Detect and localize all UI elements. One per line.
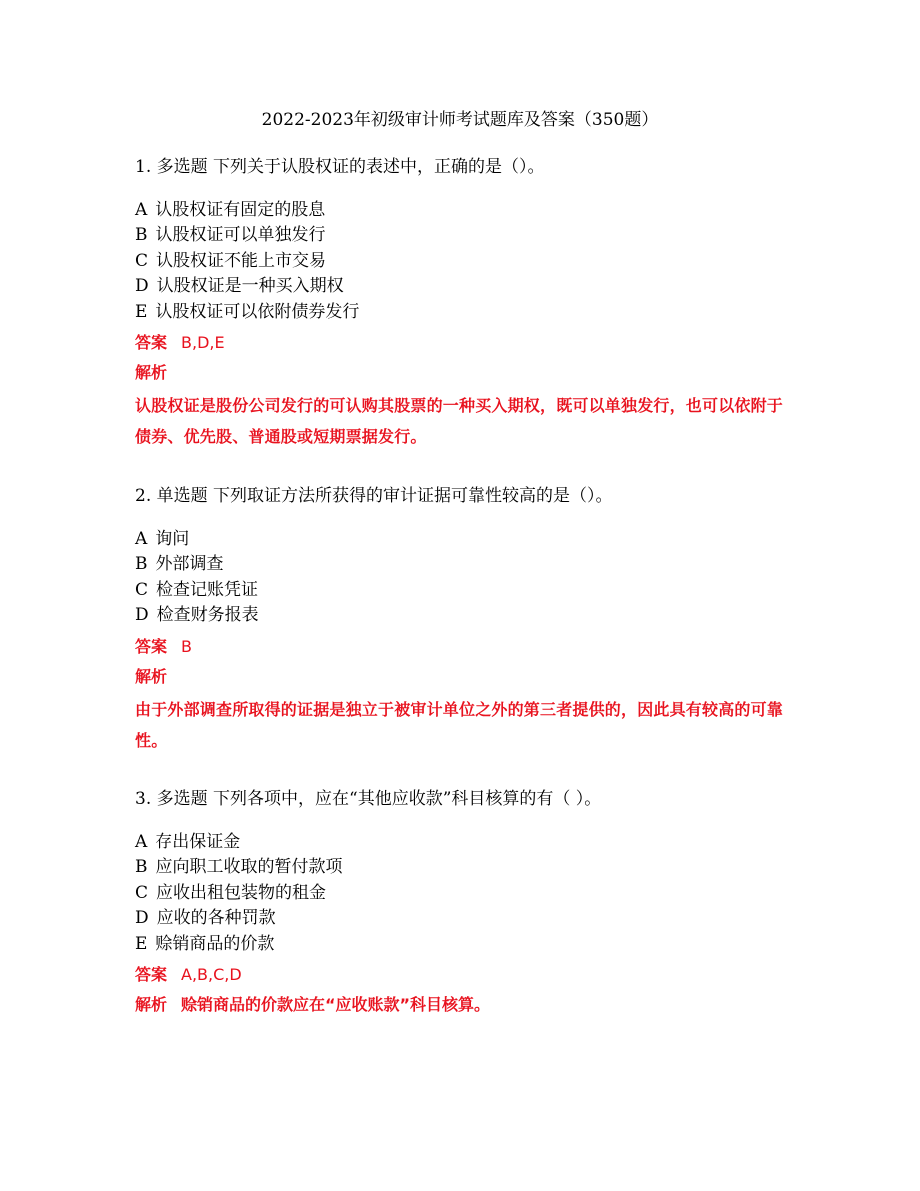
option-list xyxy=(135,198,795,325)
analysis-label: 解析 xyxy=(135,363,168,383)
analysis-label: 解析 xyxy=(135,666,168,686)
option-list xyxy=(135,830,795,957)
option-a: A 存出保证金 xyxy=(135,832,241,852)
option-d: D 检查财务报表 xyxy=(135,605,259,626)
answer-line xyxy=(135,962,795,988)
question-2 xyxy=(135,484,795,756)
option-c: C 认股权证不能上市交易 xyxy=(135,250,327,271)
question-3 xyxy=(135,787,795,1018)
option-d: D 认股权证是一种买入期权 xyxy=(135,276,344,297)
option-b: B 外部调查 xyxy=(135,554,224,575)
analysis-label: 解析 xyxy=(135,995,168,1015)
option-b: B 应向职工收取的暂付款项 xyxy=(135,857,343,878)
analysis-text: 由于外部调查所取得的证据是独立于被审计单位之外的第三者提供的，因此具有较高的可靠性。 xyxy=(135,699,784,750)
question-stem: 3. 多选题 下列各项中，应在“其他应收款”科目核算的有（ ）。 xyxy=(135,789,602,809)
document-title: 2022-2023年初级审计师考试题库及答案（350题） xyxy=(261,110,659,130)
question-stem: 1. 多选题 下列关于认股权证的表述中，正确的是（）。 xyxy=(135,157,545,177)
answer-value: A,B,C,D xyxy=(181,965,242,985)
option-list xyxy=(135,527,795,629)
option-d: D 应收的各种罚款 xyxy=(135,908,276,929)
option-e: E 赊销商品的价款 xyxy=(135,933,275,954)
answer-line xyxy=(135,634,795,660)
option-e: E 认股权证可以依附债券发行 xyxy=(135,301,360,322)
answer-label: 答案 xyxy=(135,965,168,985)
analysis-line xyxy=(135,992,795,1018)
option-c: C 应收出租包装物的租金 xyxy=(135,882,327,903)
analysis-text: 认股权证是股份公司发行的可认购其股票的一种买入期权，既可以单独发行，也可以依附于债券、优先股、普通股或短期票据发行。 xyxy=(135,396,784,447)
question-stem: 2. 单选题 下列取证方法所获得的审计证据可靠性较高的是（）。 xyxy=(135,486,613,506)
answer-value: B,D,E xyxy=(181,333,225,353)
option-a: A 认股权证有固定的股息 xyxy=(135,200,326,220)
option-a: A 询问 xyxy=(135,529,190,549)
option-b: B 认股权证可以单独发行 xyxy=(135,225,326,246)
answer-label: 答案 xyxy=(135,333,168,353)
answer-label: 答案 xyxy=(135,636,168,656)
answer-line xyxy=(135,330,795,356)
answer-value: B xyxy=(181,636,192,656)
option-c: C 检查记账凭证 xyxy=(135,579,259,600)
analysis-text: 赊销商品的价款应在“应收账款”科目核算。 xyxy=(181,995,491,1015)
question-1 xyxy=(135,155,795,452)
